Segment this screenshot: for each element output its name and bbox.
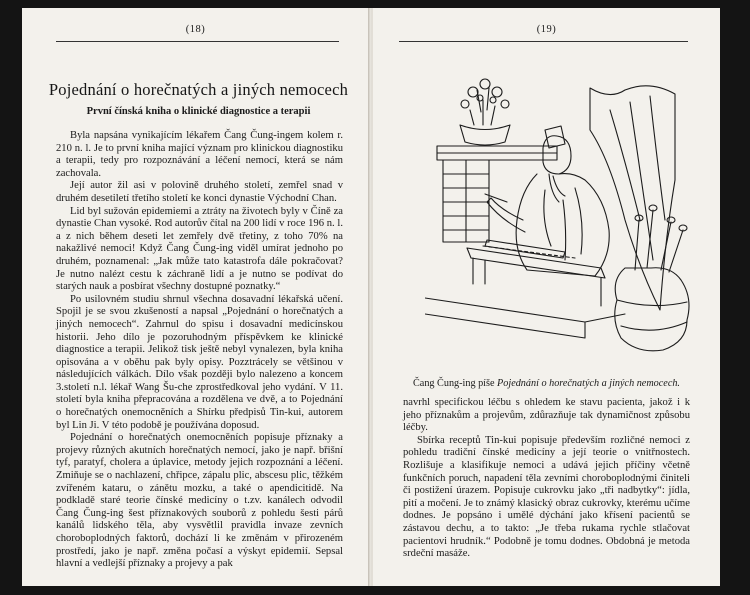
header-rule xyxy=(399,41,688,42)
potted-plant xyxy=(460,79,510,145)
illustration-caption xyxy=(393,378,700,389)
paragraph: navrhl specifickou léčbu s ohledem ke stavu pacienta, jakož i k jeho příznakům a projevům, zdůrazňuje tak dynamičnost způsobu léčby. xyxy=(403,397,690,434)
left-body-text xyxy=(56,130,343,571)
scholar-writing-illustration xyxy=(425,70,695,370)
paragraph: Pojednání o horečnatých onemocněních popisuje příznaky a projevy různých akutních horečnatých nemocí, jako je např. břišní tyf, paratyf, cholera a úplavice, metody jejich rozpoznání a léčení. Zmiňuje se o nachlazení, chřipce, zápalu plic, abscesu plic, těžkém zvířeném kataru, o zánětu mozku, a také o apendicitidě. Na podkladě staré teorie čínské medicíny o t.zv. kanálech odvodil Čang Čung-ing šest příznakových souborů z pohledu šesti párů kanálů lidského těla, aby vysvětlil pravidla invaze zevních choroboplodných faktorů, dochází li ke změnám v přirozeném prostředí, jako je např. změna počasí a výskyt epidemií. Sepsal hlavní a vedlejší příznaky a projevy a pak xyxy=(56,432,343,570)
paragraph: Po usilovném studiu shrnul všechna dosavadní lékařská učení. Spojil je se svou zkušeností a napsal „Pojednání o horečnatých a jiných nemocech“. Zahrnul do spisu i dosavadní medicínskou historii. Jeho dílo je pozoruhodným příspěvkem ke klinické diagnostice a terapii. Jelikož tisk ještě nebyl vynalezen, byla kniha opisována a v oběhu pak byly opisy. Pozztrácely se většinou v následujících válkách. Dílo však později bylo nalezeno a koncem 3.století n.l. lékař Wang Šu-che zprostředkoval jeho vydání. V 11. století byla kniha přepracována a rozdělena ve dvě, a to Pojednání o horečnatých onemocněních a Shírku předpisů Tin-kui, autorem byl Lin Ji. V této podobě je používána doposud. xyxy=(56,293,343,431)
caption-title: Pojednání o horečnatých a jiných nemocech. xyxy=(497,378,680,389)
right-page xyxy=(372,8,720,586)
paragraph: Byla napsána vynikajícím lékařem Čang Čung-ingem kolem r. 210 n. l. Je to první kniha mající význam pro klinickou diagnostiku a terapii, tedy pro rozpoznávání a léčení nemocí, která se nám zachovala. xyxy=(56,130,343,179)
chapter-title: Pojednání o horečnatých a jiných nemocech xyxy=(48,80,349,99)
caption-text: Čang Čung-ing píše xyxy=(413,378,498,389)
page-number: (19) xyxy=(536,24,557,35)
header-rule xyxy=(56,41,339,42)
chapter-subtitle: První čínská kniha o klinické diagnostice a terapii xyxy=(86,106,311,117)
paragraph: Sbírka receptů Tin-kui popisuje především rozličné nemoci z pohledu tradiční čínské medicíny a její teorie o vnitřnostech. Rozlišuje a klasifikuje nemoci a udává jejich příčiny včetně funkčních poruch, napadení těla zevními choroboplodnými činiteli či postižení úrazem. Popisuje cukrovku jako „tři nadbytky“: jídla, pití a močení. Je to známý klasický obraz cukrovky, kterému učíme dodnes. Je popsáno i umělé dýchání jako křísení pacientů se zástavou dechu, a to takto: „Je třeba rukama rychle stlačovat pacientovi hrudník.“ Podobně je tomu dodnes. Obdobná je metoda srdeční masáže. xyxy=(403,434,690,560)
paragraph: Lid byl sužován epidemiemi a ztráty na životech byly v Číně za dynastie Chan vysoké. Rod autorův čítal na 200 lidí v roce 196 n. l. a z nich během deseti let zemřely dvě třetiny, z toho 70% na nakažlivé nemoci! Když Čang Čung-ing viděl umírat jednoho po druhém, poznamenal: „Jak může tato katastrofa dále pokračovat? Je nutno nalézt cestu k záchraně lidí a je nutno se podívat do starých nauk a posbírat všechny dostupné poznatky.“ xyxy=(56,205,343,293)
page-number: (18) xyxy=(185,24,206,35)
right-body-text xyxy=(403,397,690,561)
paragraph: Její autor žil asi v polovině druhého století, zemřel snad v druhém desetiletí třetího století ke konci dynastie Východní Chan. xyxy=(56,180,343,204)
left-page xyxy=(22,8,370,586)
